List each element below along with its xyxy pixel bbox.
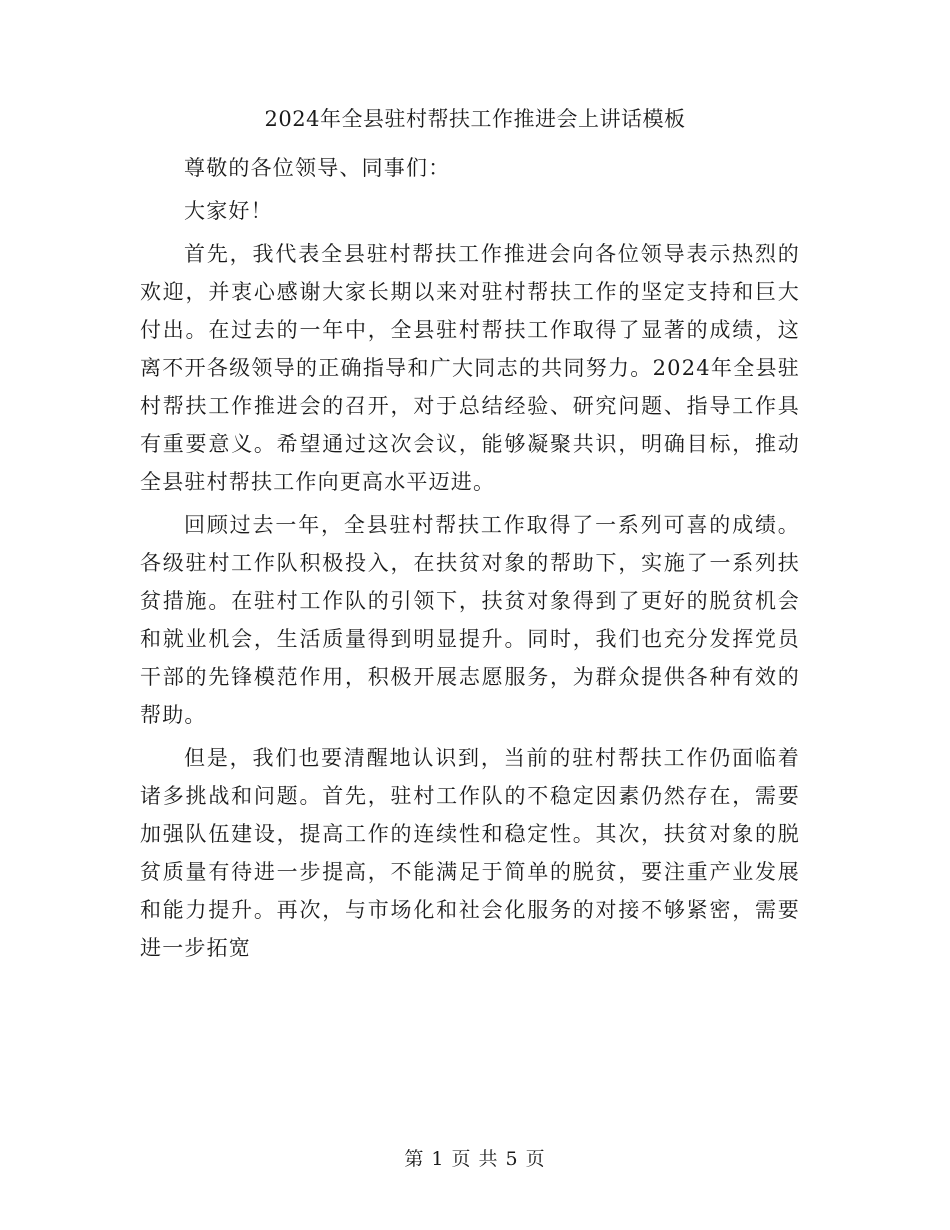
- body-paragraph: 但是，我们也要清醒地认识到，当前的驻村帮扶工作仍面临着诸多挑战和问题。首先，驻村工作队的不稳定因素仍然存在，需要加强队伍建设，提高工作的连续性和稳定性。其次，扶贫对象的脱贫质量有待进一步提高，不能满足于简单的脱贫，要注重产业发展和能力提升。再次，与市场化和社会化服务的对接不够紧密，需要进一步拓宽: [140, 746, 800, 960]
- document-body: [140, 149, 800, 972]
- page-footer: 第 1 页 共 5 页: [404, 1148, 546, 1170]
- salutation-paragraph: 尊敬的各位领导、同事们：: [184, 156, 451, 180]
- body-paragraph: 首先，我代表全县驻村帮扶工作推进会向各位领导表示热烈的欢迎，并衷心感谢大家长期以来对驻村帮扶工作的坚定支持和巨大付出。在过去的一年中，全县驻村帮扶工作取得了显著的成绩，这离不开各级领导的正确指导和广大同志的共同努力。2024年全县驻村帮扶工作推进会的召开，对于总结经验、研究问题、指导工作具有重要意义。希望通过这次会议，能够凝聚共识，明确目标，推动全县驻村帮扶工作向更高水平迈进。: [140, 242, 800, 494]
- document-title: 2024年全县驻村帮扶工作推进会上讲话模板: [264, 107, 686, 131]
- greeting-paragraph: 大家好！: [184, 199, 273, 223]
- body-paragraph: 回顾过去一年，全县驻村帮扶工作取得了一系列可喜的成绩。各级驻村工作队积极投入，在扶贫对象的帮助下，实施了一系列扶贫措施。在驻村工作队的引领下，扶贫对象得到了更好的脱贫机会和就业机会，生活质量得到明显提升。同时，我们也充分发挥党员干部的先锋模范作用，积极开展志愿服务，为群众提供各种有效的帮助。: [140, 513, 800, 727]
